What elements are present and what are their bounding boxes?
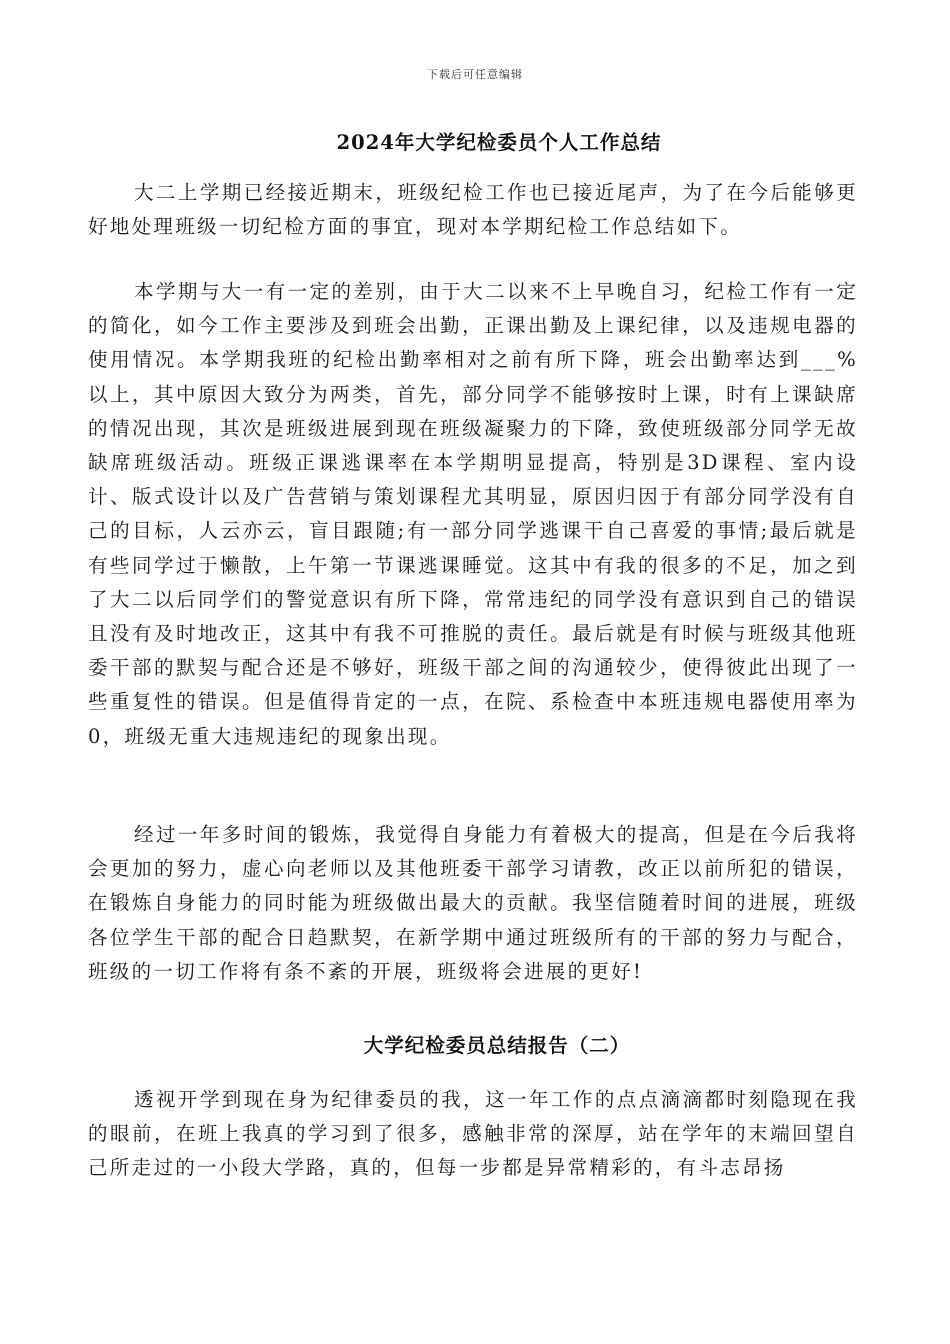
section-1-paragraph-2: 本学期与大一有一定的差别，由于大二以来不上早晚自习，纪检工作有一定的简化，如今工作主要涉及到班会出勤，正课出勤及上课纪律，以及违规电器的使用情况。本学期我班的纪检出勤率相对之前有所下降，班会出勤率达到___%以上，其中原因大致分为两类，首先，部分同学不能够按时上课，时有上课缺席的情况出现，其次是班级进展到现在班级凝聚力的下降，致使班级部分同学无故缺席班级活动。班级正课逃课率在本学期明显提高，特别是3D课程、室内设计、版式设计以及广告营销与策划课程尤其明显，原因归因于有部分同学没有自己的目标，人云亦云，盲目跟随;有一部分同学逃课干自己喜爱的事情;最后就是有些同学过于懒散，上午第一节课逃课睡觉。这其中有我的很多的不足，加之到了大二以后同学们的警觉意识有所下降，常常违纪的同学没有意识到自己的错误且没有及时地改正，这其中有我不可推脱的责任。最后就是有时候与班级其他班委干部的默契与配合还是不够好，班级干部之间的沟通较少，使得彼此出现了一些重复性的错误。但是值得肯定的一点，在院、系检查中本班违规电器使用率为0，班级无重大违规违纪的现象出现。 xyxy=(88,280,858,748)
section-1-paragraph-3: 经过一年多时间的锻炼，我觉得自身能力有着极大的提高，但是在今后我将会更加的努力，虚心向老师以及其他班委干部学习请教，改正以前所犯的错误，在锻炼自身能力的同时能为班级做出最大的贡献。我坚信随着时间的进展，班级各位学生干部的配合日趋默契，在新学期中通过班级所有的干部的努力与配合，班级的一切工作将有条不紊的开展，班级将会进展的更好! xyxy=(88,823,858,983)
section-1-paragraph-1: 大二上学期已经接近期末，班级纪检工作也已接近尾声，为了在今后能够更好地处理班级一切纪检方面的事宜，现对本学期纪检工作总结如下。 xyxy=(88,181,858,239)
section-2-paragraph-1: 透视开学到现在身为纪律委员的我，这一年工作的点点滴滴都时刻隐现在我的眼前，在班上我真的学习到了很多，感触非常的深厚，站在学年的末端回望自己所走过的一小段大学路，真的，但每一步都是异常精彩的，有斗志昂扬 xyxy=(88,1088,858,1180)
section-2-title: 大学纪检委员总结报告（二） xyxy=(363,1034,631,1057)
header-note: 下载后可任意编辑 xyxy=(427,68,523,81)
section-1-title: 2024年大学纪检委员个人工作总结 xyxy=(336,131,662,154)
